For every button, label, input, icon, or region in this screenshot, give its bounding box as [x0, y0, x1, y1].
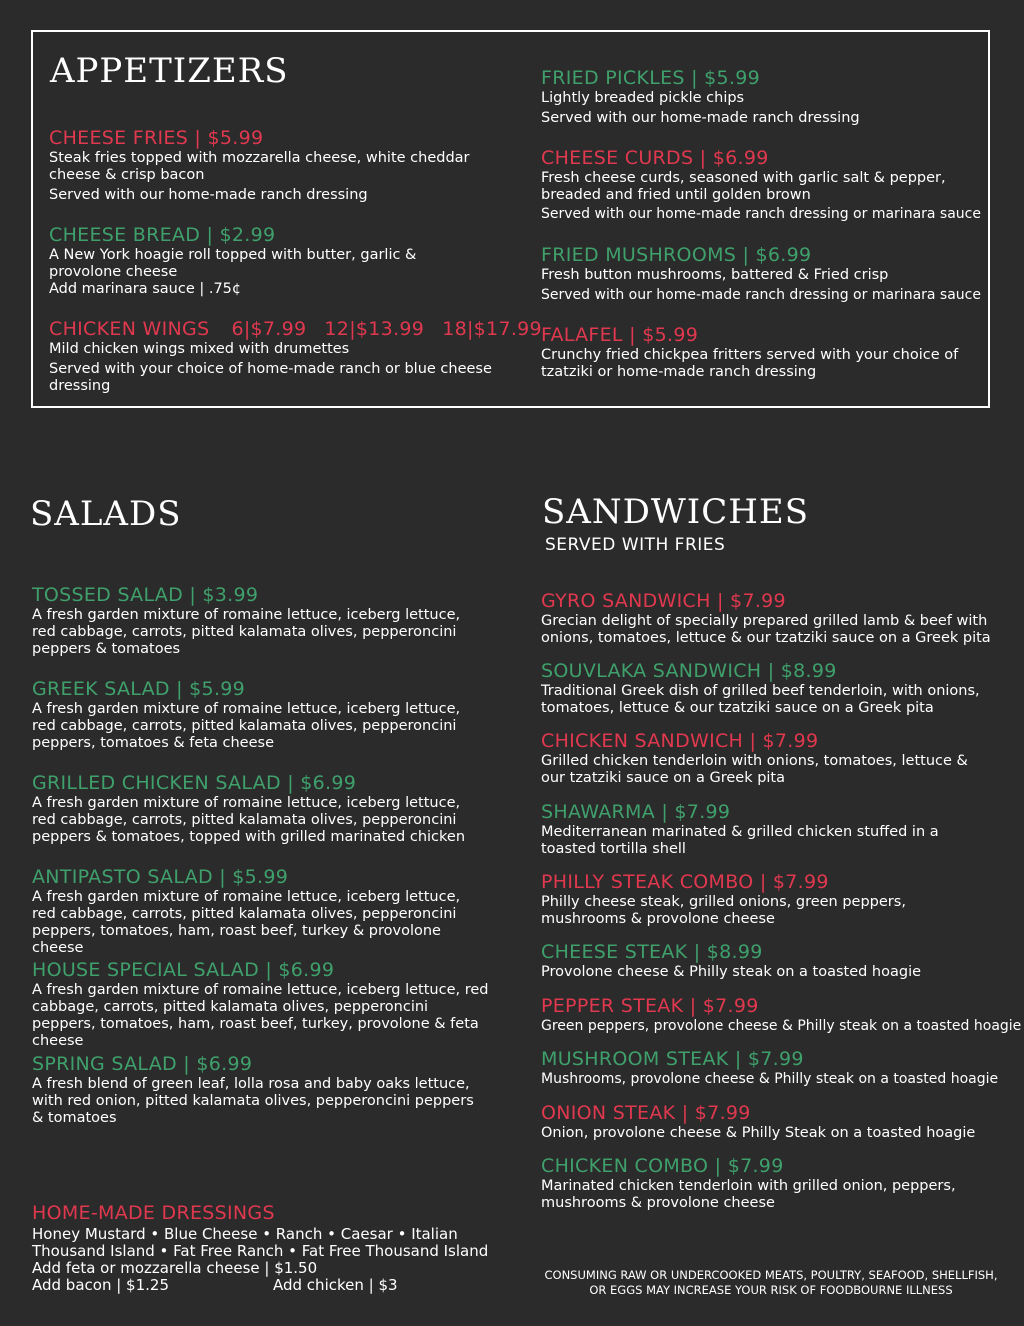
menu-item-onion-steak	[541, 1102, 1011, 1142]
item-description: Marinated chicken tenderloin with grilled onion, peppers, mushrooms & provolone cheese	[541, 1178, 956, 1211]
item-name: FRIED PICKLES | $5.99	[541, 67, 761, 89]
item-description: Grilled chicken tenderloin with onions, tomatoes, lettuce & our tzatziki sauce on a Greek pita	[541, 753, 968, 786]
item-description: A New York hoagie roll topped with butter, garlic & provolone cheese	[49, 247, 417, 280]
menu-item-chicken-wings	[49, 318, 542, 395]
item-description: Lightly breaded pickle chips	[541, 90, 745, 106]
menu-item-chicken-combo	[541, 1155, 981, 1212]
dressings-list-2: Thousand Island • Fat Free Ranch • Fat Free Thousand Island	[32, 1242, 489, 1260]
wings-price-18: 18|$17.99	[442, 318, 542, 340]
menu-item-greek-salad	[32, 678, 482, 752]
menu-item-cheese-bread	[49, 224, 489, 298]
item-name: PEPPER STEAK | $7.99	[541, 995, 759, 1017]
menu-item-falafel	[541, 324, 981, 381]
item-description: A fresh garden mixture of romaine lettuce, iceberg lettuce, red cabbage, carrots, pitted kalamata olives, pepperoncini peppers, tomatoes & feta cheese	[32, 701, 461, 751]
menu-item-pepper-steak	[541, 995, 1022, 1035]
item-description: A fresh garden mixture of romaine lettuce, iceberg lettuce, red cabbage, carrots, pitted kalamata olives, pepperoncini peppers & tomatoes, topped with grilled marinated chicken	[32, 795, 466, 845]
sandwiches-subtitle: SERVED WITH FRIES	[545, 535, 726, 555]
addon-row	[32, 1277, 502, 1294]
addon-chicken: Add chicken | $3	[273, 1276, 398, 1294]
item-note: Served with our home-made ranch dressing	[541, 110, 860, 126]
item-description: Mild chicken wings mixed with drumettes	[49, 341, 350, 357]
menu-item-fried-pickles	[541, 67, 981, 127]
item-note: Served with our home-made ranch dressing	[49, 187, 368, 203]
menu-item-cheese-fries	[49, 127, 489, 204]
menu-item-shawarma	[541, 801, 961, 858]
item-description: Fresh button mushrooms, battered & Fried crisp	[541, 267, 889, 283]
item-name: GYRO SANDWICH | $7.99	[541, 590, 786, 612]
item-description: A fresh garden mixture of romaine lettuce, iceberg lettuce, red cabbage, carrots, pitted kalamata olives, pepperoncini peppers & tomatoes	[32, 607, 461, 657]
item-name: CHEESE STEAK | $8.99	[541, 941, 763, 963]
item-name: GREEK SALAD | $5.99	[32, 678, 246, 700]
item-description: Onion, provolone cheese & Philly Steak on a toasted hoagie	[541, 1125, 976, 1141]
item-description: Crunchy fried chickpea fritters served with your choice of tzatziki or home-made ranch dressing	[541, 347, 959, 380]
item-note: Served with our home-made ranch dressing or marinara sauce	[541, 287, 981, 303]
wings-price-6: 6|$7.99	[231, 318, 307, 340]
item-name: MUSHROOM STEAK | $7.99	[541, 1048, 804, 1070]
dressings-title: HOME-MADE DRESSINGS	[32, 1202, 275, 1224]
item-note: Add marinara sauce | .75¢	[49, 281, 242, 297]
item-description: Traditional Greek dish of grilled beef tenderloin, with onions, tomatoes, lettuce & our tzatziki sauce on a Greek pita	[541, 683, 980, 716]
menu-item-grilled-chicken-salad	[32, 772, 487, 846]
item-name: GRILLED CHICKEN SALAD | $6.99	[32, 772, 357, 794]
item-name: FALAFEL | $5.99	[541, 324, 699, 346]
item-name: HOUSE SPECIAL SALAD | $6.99	[32, 959, 335, 981]
item-description: Philly cheese steak, grilled onions, green peppers, mushrooms & provolone cheese	[541, 894, 906, 927]
item-name: FRIED MUSHROOMS | $6.99	[541, 244, 812, 266]
item-name: SPRING SALAD | $6.99	[32, 1053, 253, 1075]
item-name: ANTIPASTO SALAD | $5.99	[32, 866, 289, 888]
dressings-section	[32, 1202, 502, 1294]
menu-item-cheese-curds	[541, 147, 981, 223]
addon-cheese: Add feta or mozzarella cheese | $1.50	[32, 1259, 318, 1277]
wings-label: CHICKEN WINGS	[49, 318, 210, 340]
item-description: A fresh garden mixture of romaine lettuce, iceberg lettuce, red cabbage, carrots, pitted kalamata olives, pepperoncini peppers, tomatoes, ham, roast beef, turkey & provolone cheese	[32, 889, 461, 956]
item-description: Grecian delight of specially prepared grilled lamb & beef with onions, tomatoes, lettuce & our tzatziki sauce on a Greek pita	[541, 613, 991, 646]
item-description: Provolone cheese & Philly steak on a toasted hoagie	[541, 964, 922, 980]
item-name: CHEESE BREAD | $2.99	[49, 224, 276, 246]
item-name: SOUVLAKA SANDWICH | $8.99	[541, 660, 837, 682]
menu-item-philly-steak-combo	[541, 871, 931, 928]
menu-item-house-special-salad	[32, 959, 490, 1050]
item-name: ONION STEAK | $7.99	[541, 1102, 751, 1124]
item-name: CHEESE CURDS | $6.99	[541, 147, 769, 169]
menu-item-gyro-sandwich	[541, 590, 1001, 647]
item-description: Mediterranean marinated & grilled chicken stuffed in a toasted tortilla shell	[541, 824, 939, 857]
menu-item-fried-mushrooms	[541, 244, 986, 304]
item-name: CHEESE FRIES | $5.99	[49, 127, 264, 149]
item-description: Green peppers, provolone cheese & Philly steak on a toasted hoagie	[541, 1018, 1022, 1034]
item-description: Mushrooms, provolone cheese & Philly steak on a toasted hoagie	[541, 1071, 999, 1087]
menu-item-tossed-salad	[32, 584, 482, 658]
item-description: Steak fries topped with mozzarella cheese, white cheddar cheese & crisp bacon	[49, 150, 470, 183]
dressings-list-1: Honey Mustard • Blue Cheese • Ranch • Caesar • Italian	[32, 1225, 458, 1243]
menu-item-souvlaka-sandwich	[541, 660, 1001, 717]
item-name	[49, 318, 542, 340]
menu-item-cheese-steak	[541, 941, 1001, 981]
sandwiches-title: SANDWICHES	[542, 492, 810, 532]
salads-title: SALADS	[30, 494, 182, 534]
foodborne-illness-disclaimer: CONSUMING RAW OR UNDERCOOKED MEATS, POULTRY, SEAFOOD, SHELLFISH, OR EGGS MAY INCREASE YOUR RISK OF FOODBOURNE ILLNESS	[544, 1268, 998, 1297]
item-name: TOSSED SALAD | $3.99	[32, 584, 259, 606]
item-name: SHAWARMA | $7.99	[541, 801, 731, 823]
item-note: Served with our home-made ranch dressing or marinara sauce	[541, 206, 981, 222]
menu-item-antipasto-salad	[32, 866, 487, 957]
item-name: CHICKEN COMBO | $7.99	[541, 1155, 784, 1177]
item-note: Served with your choice of home-made ranch or blue cheese dressing	[49, 361, 492, 394]
appetizers-title: APPETIZERS	[50, 51, 289, 91]
menu-item-chicken-sandwich	[541, 730, 981, 787]
menu-item-mushroom-steak	[541, 1048, 1011, 1088]
item-name: CHICKEN SANDWICH | $7.99	[541, 730, 819, 752]
addon-bacon: Add bacon | $1.25	[32, 1276, 169, 1294]
wings-price-12: 12|$13.99	[324, 318, 425, 340]
item-description: A fresh blend of green leaf, lolla rosa and baby oaks lettuce, with red onion, pitted kalamata olives, pepperoncini peppers & tomatoes	[32, 1076, 474, 1126]
item-description: A fresh garden mixture of romaine lettuce, iceberg lettuce, red cabbage, carrots, pitted kalamata olives, pepperoncini peppers, tomatoes, ham, roast beef, turkey, provolone & feta cheese	[32, 982, 489, 1049]
item-description: Fresh cheese curds, seasoned with garlic salt & pepper, breaded and fried until golden brown	[541, 170, 946, 203]
menu-item-spring-salad	[32, 1053, 487, 1127]
item-name: PHILLY STEAK COMBO | $7.99	[541, 871, 829, 893]
